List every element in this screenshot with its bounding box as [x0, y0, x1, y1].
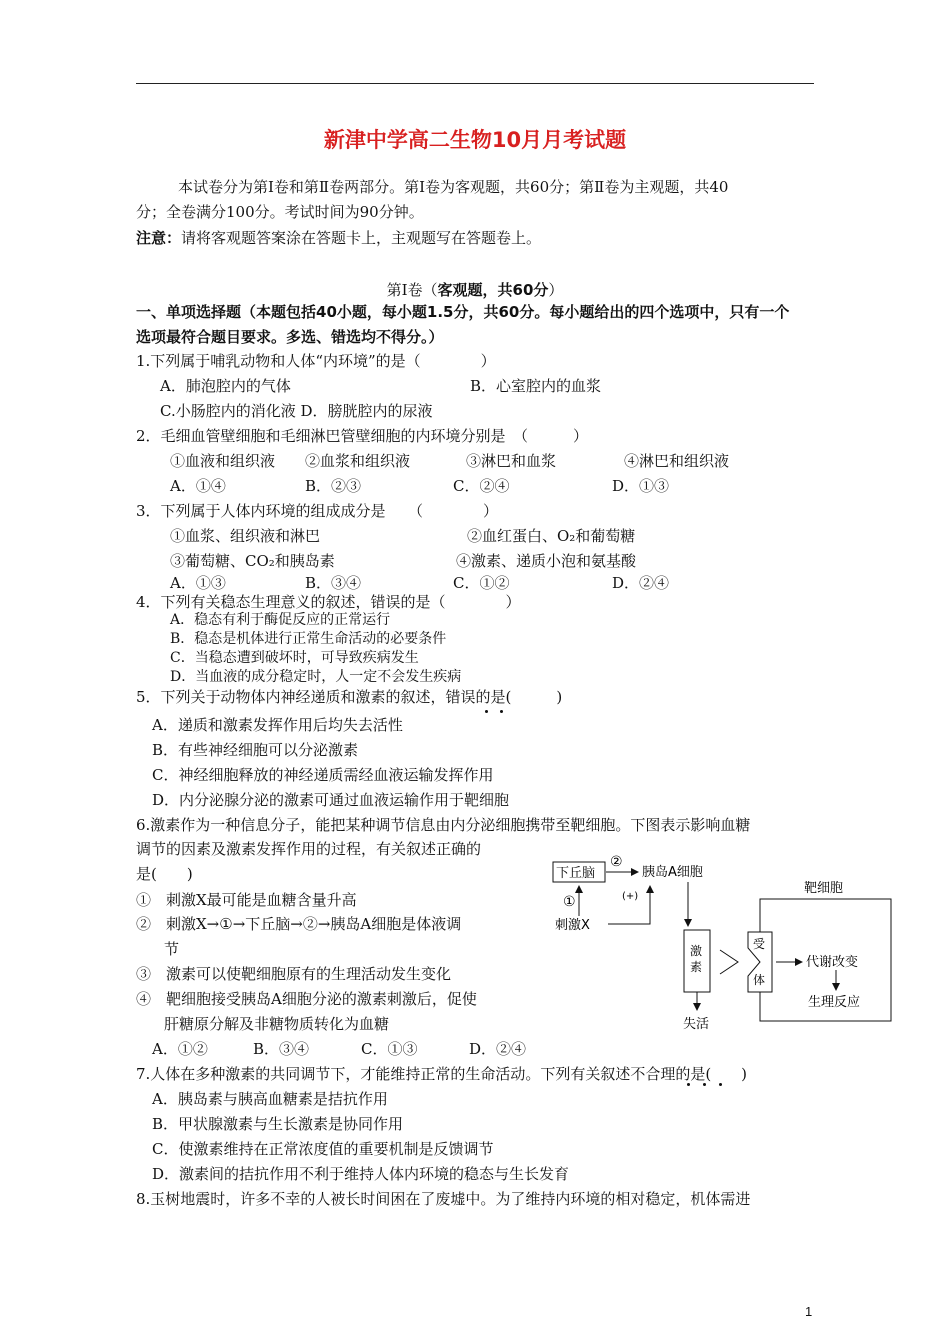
- q2-option-c: C．②④: [453, 477, 510, 495]
- metabolism-label: 代谢改变: [806, 955, 859, 970]
- q1-stem: 1.下列属于哺乳动物和人体“内环境”的是（ ）: [136, 352, 496, 370]
- q6-stem-3: 是( ): [136, 865, 193, 883]
- receptor-char-2: 体: [753, 973, 766, 987]
- q7-option-c: C．使激素维持在正常浓度值的重要机制是反馈调节: [152, 1140, 494, 1158]
- q1-option-cd: C.小肠腔内的消化液 D．膀胱腔内的尿液: [160, 402, 433, 420]
- q6-item-4a: ④ 靶细胞接受胰岛A细胞分泌的激素刺激后，促使: [136, 990, 477, 1008]
- q6-stem-2: 调节的因素及激素发挥作用的过程，有关叙述正确的: [136, 840, 482, 858]
- q3-option-c: C．①②: [453, 574, 510, 592]
- header-rule: [136, 83, 814, 84]
- q4-stem: 4．下列有关稳态生理意义的叙述，错误的是（ ）: [136, 593, 521, 611]
- q3-option-a: A．①③: [170, 574, 226, 592]
- emphasis-dot: [485, 710, 488, 713]
- q3-stem: 3．下列属于人体内环境的组成成分是 （ ）: [136, 502, 499, 520]
- q4-option-b: B．稳态是机体进行正常生命活动的必要条件: [170, 631, 447, 647]
- page-number: 1: [805, 1304, 813, 1319]
- inactive-label: 失活: [683, 1017, 710, 1032]
- q6-stem-1: 6.激素作为一种信息分子，能把某种调节信息由内分泌细胞携带至靶细胞。下图表示影响血糖: [136, 816, 751, 834]
- q6-item-4b: 肝糖原分解及非糖物质转化为血糖: [164, 1015, 390, 1033]
- q3-item-4: ④激素、递质小泡和氨基酸: [456, 552, 637, 570]
- circle-1-label: ①: [563, 894, 576, 910]
- q6-item-2b: 节: [164, 940, 180, 958]
- q2-item-1: ①血液和组织液: [170, 452, 276, 470]
- instructions-line-1: 一、单项选择题（本题包括40小题，每小题1.5分，共60分。每小题给出的四个选项中，只有一个: [136, 303, 790, 321]
- intro-line-1: 本试卷分为第Ⅰ卷和第Ⅱ卷两部分。第Ⅰ卷为客观题，共60分；第Ⅱ卷为主观题，共40: [178, 178, 729, 196]
- q3-item-1: ①血浆、组织液和淋巴: [170, 527, 321, 545]
- q6-option-a: A．①②: [152, 1040, 208, 1058]
- q7-option-a: A．胰岛素与胰高血糖素是拮抗作用: [152, 1090, 388, 1108]
- q8-stem: 8.玉树地震时，许多不幸的人被长时间困在了废墟中。为了维持内环境的相对稳定，机体需进: [136, 1190, 751, 1208]
- emphasis-dot: [687, 1083, 690, 1086]
- hormone-char-2: 素: [690, 960, 703, 974]
- q7-option-b: B．甲状腺激素与生长激素是协同作用: [152, 1115, 404, 1133]
- q2-stem: 2．毛细血管壁细胞和毛细淋巴管壁细胞的内环境分别是 （ ）: [136, 427, 589, 445]
- q6-option-b: B．③④: [253, 1040, 310, 1058]
- q2-item-3: ③淋巴和血浆: [466, 452, 557, 470]
- q5-option-d: D．内分泌腺分泌的激素可通过血液运输作用于靶细胞: [152, 791, 510, 809]
- exam-title: 新津中学高二生物10月月考试题: [323, 128, 627, 152]
- hypothalamus-label: 下丘脑: [556, 866, 596, 881]
- instructions-line-2: 选项最符合题目要求。多选、错选均不得分。）: [136, 328, 444, 346]
- q3-option-d: D．②④: [612, 574, 670, 592]
- q6-option-c: C．①③: [361, 1040, 418, 1058]
- q2-option-a: A．①④: [170, 477, 226, 495]
- q2-option-d: D．①③: [612, 477, 670, 495]
- q3-option-b: B．③④: [305, 574, 362, 592]
- q2-option-b: B．②③: [305, 477, 362, 495]
- receptor-char-1: 受: [753, 937, 766, 951]
- physio-label: 生理反应: [808, 995, 861, 1010]
- binding-chevron: [720, 950, 738, 974]
- q6-item-1: ① 刺激X最可能是血糖含量升高: [136, 891, 357, 909]
- q4-option-d: D．当血液的成分稳定时，人一定不会发生疾病: [170, 669, 462, 685]
- q4-option-c: C．当稳态遭到破坏时，可导致疾病发生: [170, 650, 419, 666]
- note-label: 注意：: [136, 229, 182, 247]
- q6-item-3: ③ 激素可以使靶细胞原有的生理活动发生变化: [136, 965, 452, 983]
- islet-label: 胰岛A细胞: [642, 865, 703, 880]
- hormone-char-1: 激: [690, 944, 703, 958]
- emphasis-dot: [703, 1083, 706, 1086]
- q7-stem: 7.人体在多种激素的共同调节下，才能维持正常的生命活动。下列有关叙述不合理的是( ): [136, 1065, 748, 1083]
- emphasis-dot: [500, 710, 503, 713]
- q5-option-a: A．递质和激素发挥作用后均失去活性: [152, 716, 403, 734]
- intro-line-2: 分；全卷满分100分。考试时间为90分钟。: [136, 203, 424, 221]
- q2-item-4: ④淋巴和组织液: [624, 452, 730, 470]
- circle-2-label: ②: [610, 854, 623, 870]
- q6-item-2a: ② 刺激X→①→下丘脑→②→胰岛A细胞是体液调: [136, 915, 462, 933]
- q3-item-3: ③葡萄糖、CO₂和胰岛素: [170, 552, 335, 570]
- section-suffix: ）: [548, 281, 564, 299]
- section-heading: [0, 279, 950, 300]
- q5-stem: 5．下列关于动物体内神经递质和激素的叙述，错误的是( ): [136, 688, 563, 706]
- q5-option-b: B．有些神经细胞可以分泌激素: [152, 741, 359, 759]
- q1-option-a: A．肺泡腔内的气体: [160, 377, 291, 395]
- q5-option-c: C．神经细胞释放的神经递质需经血液运输发挥作用: [152, 766, 494, 784]
- plus-label: (+): [622, 891, 639, 902]
- q3-item-2: ②血红蛋白、O₂和葡萄糖: [467, 527, 636, 545]
- section-bold: 客观题，共60分: [437, 281, 549, 299]
- note-text: 请将客观题答案涂在答题卡上，主观题写在答题卷上。: [181, 229, 542, 247]
- stimulus-label: 刺激X: [555, 918, 590, 933]
- section-prefix: 第Ⅰ卷（: [386, 281, 438, 299]
- emphasis-dot: [719, 1083, 722, 1086]
- target-cell-label: 靶细胞: [804, 881, 844, 896]
- q1-option-b: B．心室腔内的血浆: [470, 377, 602, 395]
- q6-option-d: D．②④: [469, 1040, 527, 1058]
- q7-option-d: D．激素间的拮抗作用不利于维持人体内环境的稳态与生长发育: [152, 1165, 570, 1183]
- intro-note: [136, 229, 541, 247]
- q4-option-a: A．稳态有利于酶促反应的正常运行: [170, 612, 391, 628]
- q2-item-2: ②血浆和组织液: [305, 452, 411, 470]
- hormone-regulation-diagram: [550, 852, 895, 1034]
